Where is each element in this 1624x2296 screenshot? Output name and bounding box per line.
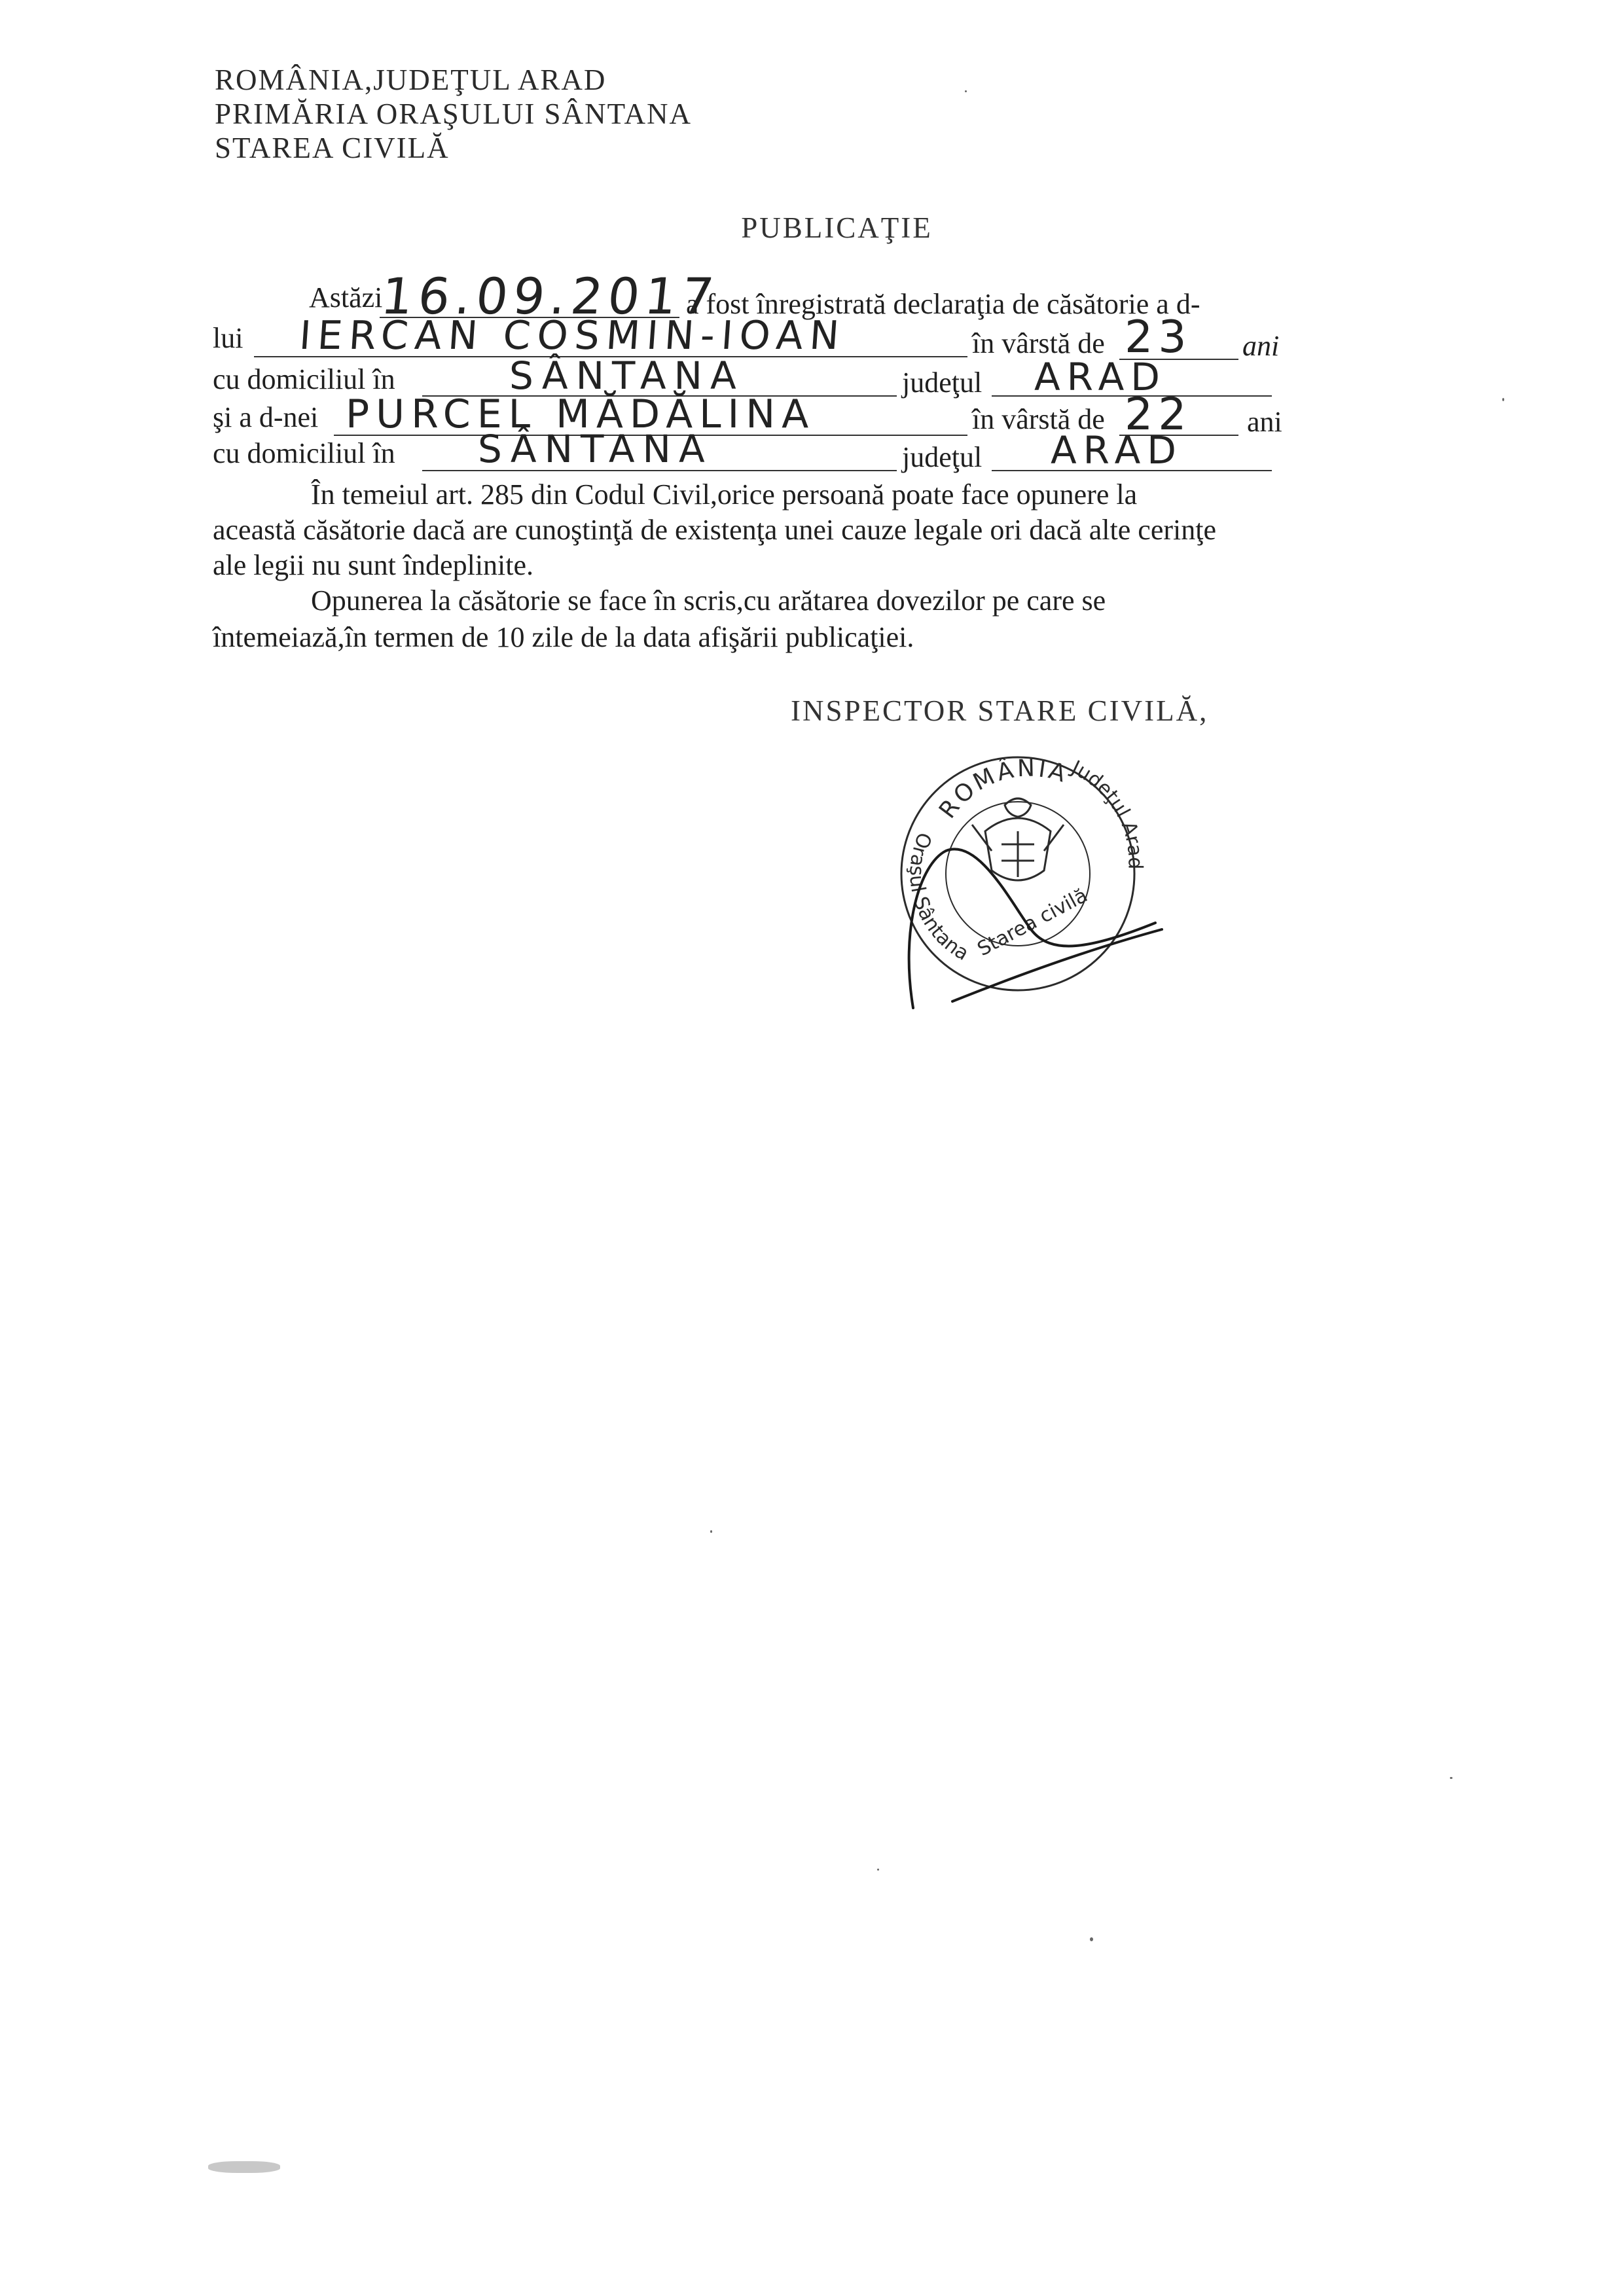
handwritten-groom-age: 23 [1125, 312, 1192, 363]
handwritten-groom-locality: SÂNTANA [509, 353, 744, 398]
scan-speck [1502, 398, 1504, 401]
legal-paragraph-line-2: această căsătorie dacă are cunoştinţă de existenţa unei cauze legale ori dacă alte cerinţe [213, 514, 1216, 546]
handwritten-groom-county: ARAD [1034, 355, 1166, 399]
legal-paragraph-line-1: În temeiul art. 285 din Codul Civil,orice persoană poate face opunere la [311, 478, 1138, 511]
header-city-hall: PRIMĂRIA ORAŞULUI SÂNTANA [215, 98, 692, 130]
groom-age-unit: ani [1242, 330, 1280, 362]
seal-top-text [934, 755, 1072, 823]
header-department: STAREA CIVILĂ [215, 132, 450, 164]
handwritten-date: 16.09.2017 [378, 267, 722, 325]
groom-prefix: lui [213, 322, 244, 354]
scan-speck [710, 1530, 712, 1533]
document-title-text: PUBLICAŢIE [741, 211, 933, 244]
scan-speck [877, 1869, 879, 1871]
scan-smudge [208, 2161, 280, 2173]
handwritten-bride-county: ARAD [1051, 428, 1183, 473]
form-row-date-suffix: a fost înregistrată declaraţia de căsătorie a d- [686, 288, 1200, 320]
document-title [0, 211, 1624, 245]
bride-residence-label: cu domiciliul în [213, 437, 395, 469]
groom-age-label: în vârstă de [972, 327, 1105, 359]
inspector-signature-label: INSPECTOR STARE CIVILĂ, [791, 694, 1209, 727]
bride-county-label: judeţul [902, 441, 983, 473]
groom-county-label: judeţul [902, 367, 983, 399]
official-seal-stamp [874, 733, 1188, 1021]
opposition-paragraph-line-2: întemeiază,în termen de 10 zile de la data afişării publicaţiei. [213, 621, 914, 653]
scan-speck [965, 90, 967, 92]
scan-speck [1450, 1777, 1453, 1779]
seal-ring-right-text [1067, 756, 1147, 870]
groom-residence-label: cu domiciliul în [213, 363, 395, 395]
handwritten-bride-name: PURCEL MĂDĂLINA [346, 391, 816, 437]
form-row-date-prefix: Astăzi [309, 281, 383, 314]
scan-speck [1090, 1937, 1093, 1941]
bride-age-unit: ani [1247, 406, 1282, 438]
bride-age-label: în vârstă de [972, 403, 1105, 435]
handwritten-bride-age: 22 [1125, 389, 1192, 440]
seal-center-text: Starea civilă [973, 884, 1092, 961]
header-country-county: ROMÂNIA,JUDEŢUL ARAD [215, 63, 607, 96]
opposition-paragraph-line-1: Opunerea la căsătorie se face în scris,cu arătarea dovezilor pe care se [311, 584, 1106, 617]
bride-prefix: şi a d-nei [213, 401, 319, 433]
seal-ring-right-path-text: Judeţul Arad [1068, 756, 1147, 870]
seal-top-path-text: ROMÂNIA [933, 755, 1072, 824]
document-header [215, 63, 692, 165]
legal-paragraph-line-3: ale legii nu sunt îndeplinite. [213, 549, 534, 581]
seal-ring-left-path-text: Oraşul Sântana [905, 829, 973, 965]
handwritten-groom-name: IERCAN COSMIN-IOAN [298, 313, 848, 359]
handwritten-bride-locality: SÂNTANA [478, 427, 713, 471]
